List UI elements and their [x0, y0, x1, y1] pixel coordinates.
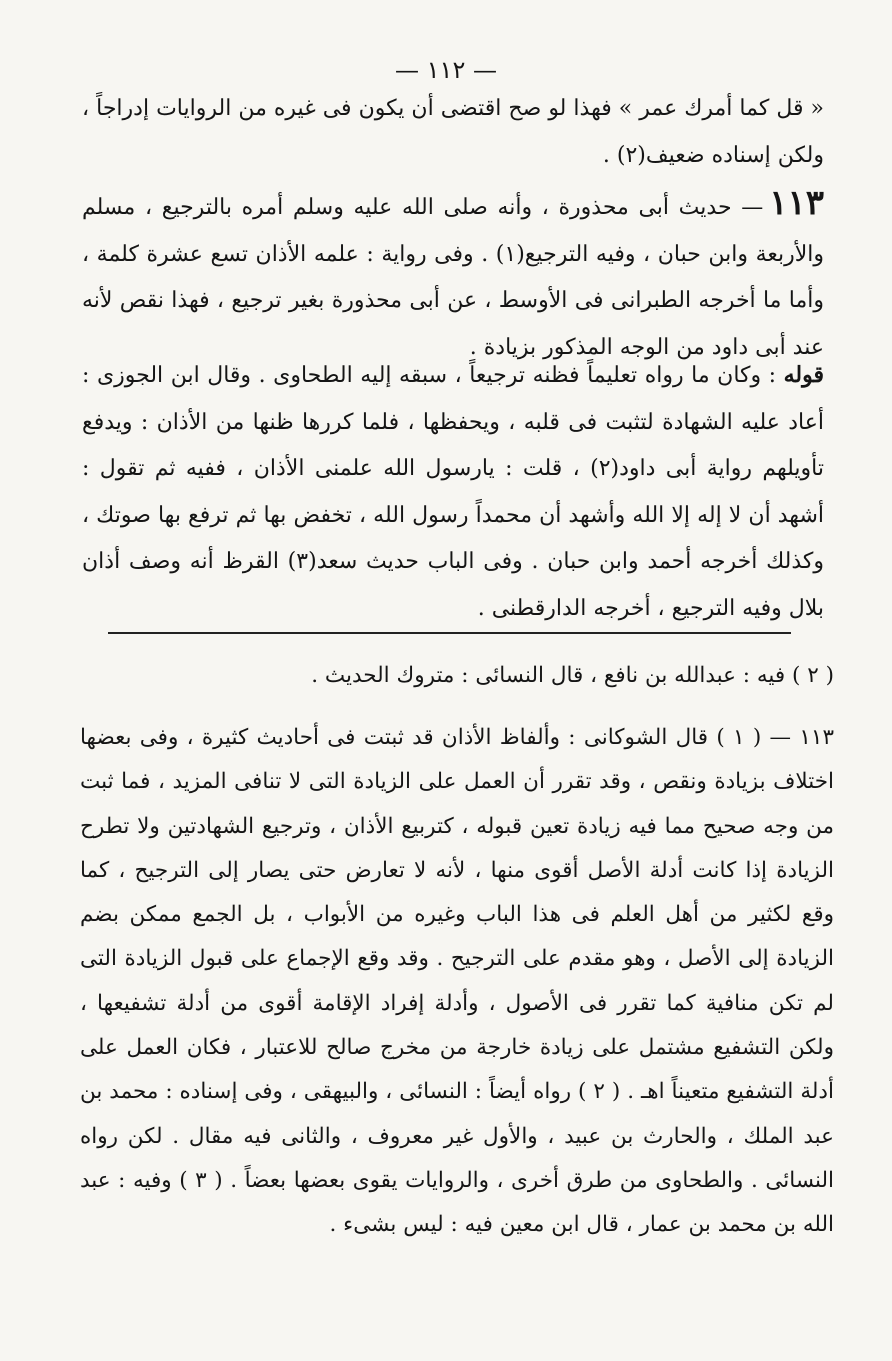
page-number: — ١١٢ — — [395, 56, 497, 84]
footnote-113-text: ١١٣ — ( ١ ) قال الشوكانى : وألفاظ الأذان قد ثبتت فى أحاديث كثيرة ، وفى بعضها اختلاف بزيادة ونقص ، وقد تقرر أن العمل على الزيادة التى لا تنافى المزيد ، فما ثبت من وجه صحيح مما فيه زيادة تعين قبوله ، كتربيع الأذان ، وترجيع الشهادتين ولا تطرح الزيادة إذا كانت أدلة الأصل أقوى منها ، لأنه لا تعارض حتى يصار إلى الترجيح ، كما وقع لكثير من أهل العلم فى هذا الباب وغيره من الأبواب ، بل الجمع ممكن بضم الزيادة إلى الأصل ، وهو مقدم على الترجيح . وقد وقع الإجماع على قبول الزيادة التى لم تكن منافية كما تقرر فى الأصول ، وأدلة إفراد الإقامة أقوى من أدلة تشفيعها ، ولكن التشفيع مشتمل على زيادة خارجة من مخرج صالح للاعتبار ، فكان العمل على أدلة التشفيع متعيناً اهـ . ( ٢ ) رواه أيضاً : النسائى ، والبيهقى ، وفى إسناده : محمد بن عبد الملك ، والحارث بن عبيد ، والأول غير معروف ، والثانى فيه مقال . لكن رواه النسائى . والطحاوى من طرق أخرى ، والروايات يقوى بعضها بعضاً . ( ٣ ) وفيه : عبد الله بن محمد بن عمار ، قال ابن معين فيه : ليس بشىء . — [80, 725, 835, 1238]
hadith-number: ١١٣ — [769, 183, 824, 223]
intro-text: « قل كما أمرك عمر » فهذا لو صح اقتضى أن يكون فى غيره من الروايات إدراجاً ، ولكن إسناده ضعيف(٢) . — [82, 96, 824, 168]
intro-paragraph — [82, 86, 824, 179]
qawluhu-text: : وكان ما رواه تعليماً فظنه ترجيعاً ، سبقه إليه الطحاوى . وقال ابن الجوزى : أعاد عليه الشهادة لتثبت فى قلبه ، ويحفظها ، فلما كررها ظنها من الأذان : ويدفع تأويلهم رواية أبى داود(٢) ، قلت : يارسول الله علمنى الأذان ، ففيه ثم تقول : أشهد أن لا إله إلا الله وأشهد أن محمداً رسول الله ، تخفض بها ثم ترفع بها صوتك ، وكذلك أخرجه أحمد وابن حبان . وفى الباب حديث سعد(٣) القرظ أنه وصف أذان بلال وفيه الترجيع ، أخرجه الدارقطنى . — [82, 363, 824, 621]
hadith-113-text: — حديث أبى محذورة ، وأنه صلى الله عليه وسلم أمره بالترجيع ، مسلم والأربعة وابن حبان ، وفيه الترجيع(١) . وفى رواية : علمه الأذان تسع عشرة كلمة ، وأما ما أخرجه الطبرانى فى الأوسط ، عن أبى محذورة بغير ترجيع ، فهذا نقص لأنه عند أبى داود من الوجه المذكور بزيادة . — [82, 195, 825, 360]
footnote-separator — [108, 632, 791, 634]
qawluhu-paragraph — [82, 352, 824, 632]
hadith-113-paragraph — [82, 180, 824, 371]
footnote-previous — [80, 654, 834, 698]
footnote-previous-text: ( ٢ ) فيه : عبدالله بن نافع ، قال النسائى : متروك الحديث . — [311, 663, 834, 688]
qawluhu-lead: قوله — [783, 362, 824, 388]
footnote-113 — [80, 716, 834, 1248]
